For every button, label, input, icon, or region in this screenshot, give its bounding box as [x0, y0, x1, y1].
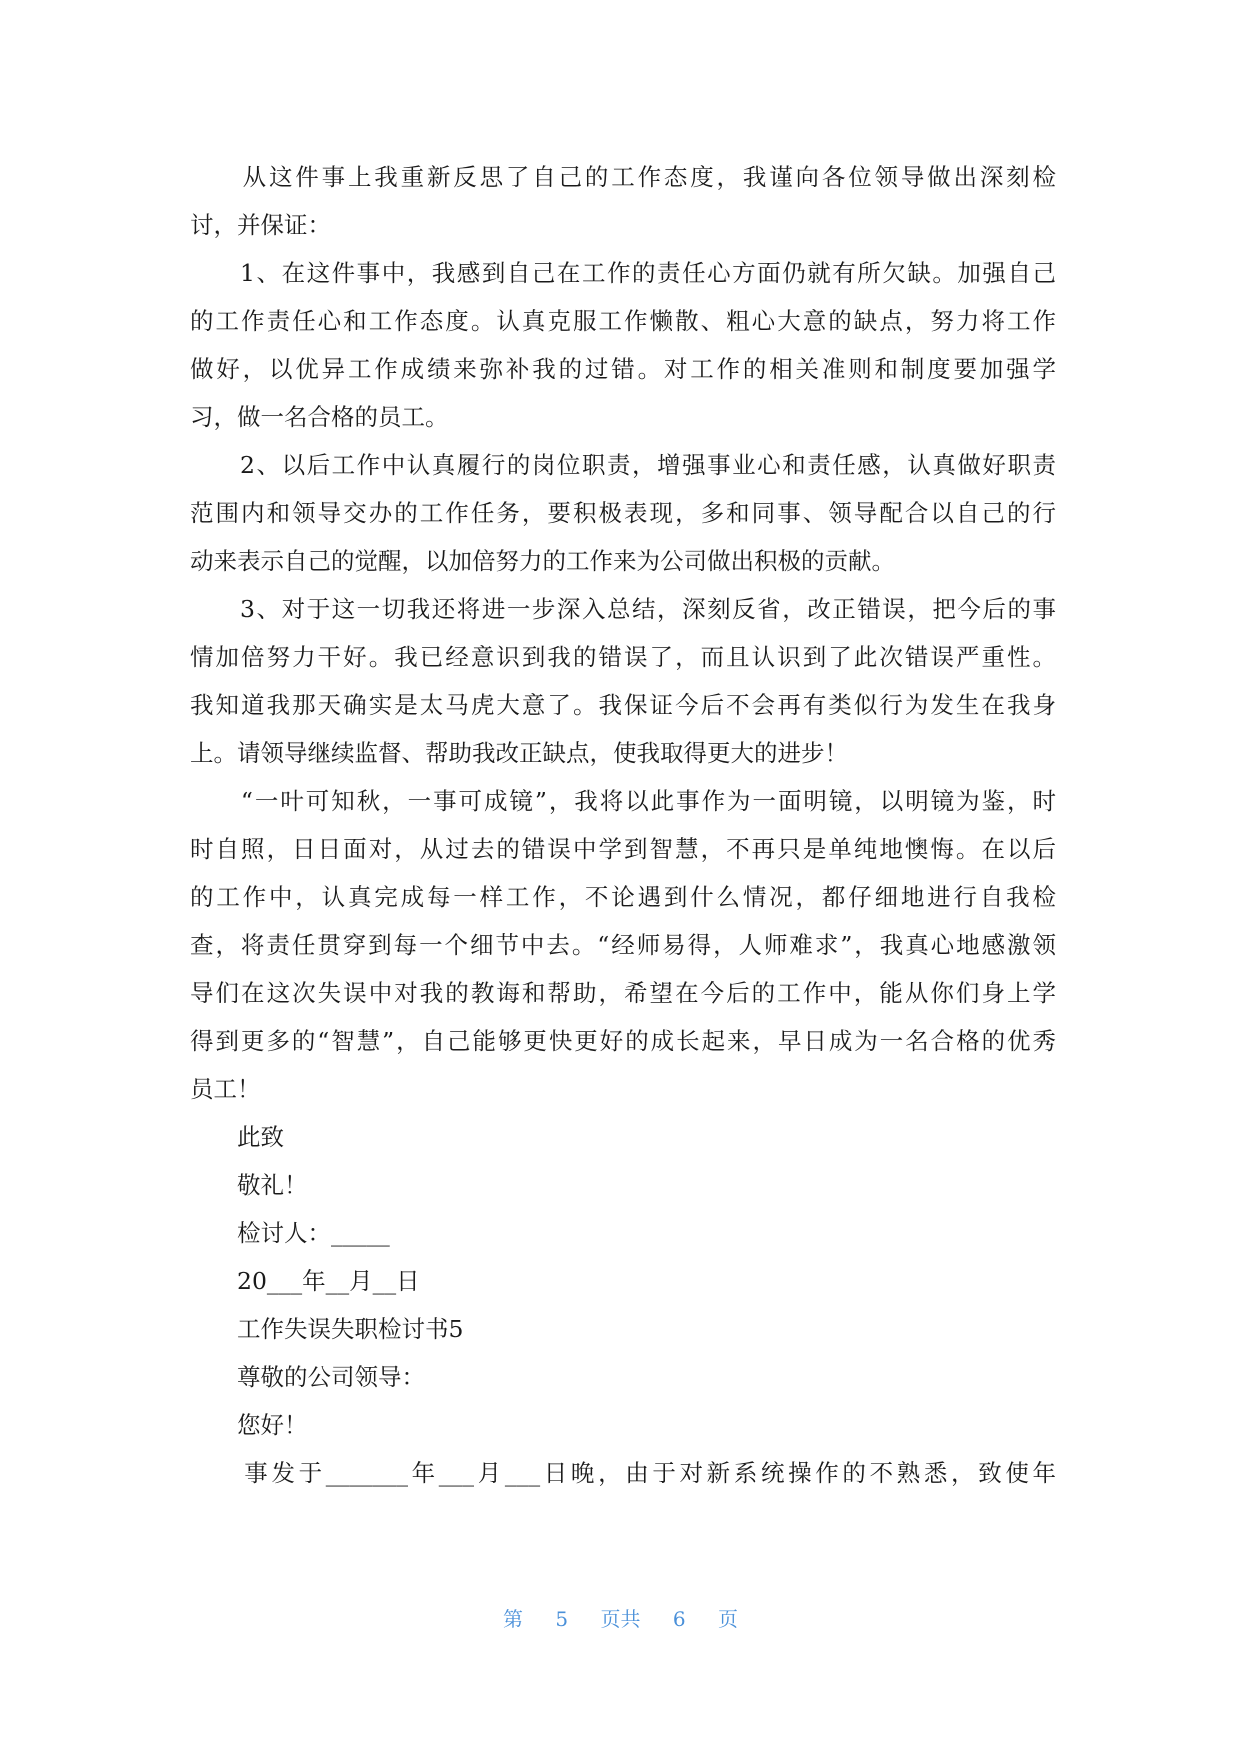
- document-body: [190, 153, 1056, 1497]
- text-line: 查，将责任贯穿到每一个细节中去。“经师易得，人师难求”，我真心地感激领: [190, 931, 1056, 959]
- text-line: 的工作中，认真完成每一样工作，不论遇到什么情况，都仔细地进行自我检: [190, 883, 1056, 911]
- text-line: 范围内和领导交办的工作任务，要积极表现，多和同事、领导配合以自己的行: [190, 499, 1056, 527]
- text-line: 检讨人：_____: [190, 1219, 390, 1247]
- text-line: 事发于_______年___月___日晚，由于对新系统操作的不熟悉，致使年: [190, 1459, 1056, 1487]
- text-line: 3、对于这一切我还将进一步深入总结，深刻反省，改正错误，把今后的事: [190, 595, 1056, 623]
- text-line: 做好，以优异工作成绩来弥补我的过错。对工作的相关准则和制度要加强学: [190, 355, 1056, 383]
- text-line: 20___年__月__日: [190, 1267, 420, 1295]
- text-line: 习，做一名合格的员工。: [190, 403, 449, 431]
- footer-middle: 页共: [600, 1607, 641, 1631]
- current-page-number: 5: [555, 1607, 569, 1631]
- text-line: 您好！: [190, 1411, 308, 1439]
- text-line: 动来表示自己的觉醒，以加倍努力的工作来为公司做出积极的贡献。: [190, 547, 895, 575]
- text-line: 讨，并保证：: [190, 211, 331, 239]
- text-line: 从这件事上我重新反思了自己的工作态度，我谨向各位领导做出深刻检: [190, 163, 1056, 191]
- text-line: 此致: [190, 1123, 284, 1151]
- text-line: 的工作责任心和工作态度。认真克服工作懒散、粗心大意的缺点，努力将工作: [190, 307, 1056, 335]
- text-line: 员工！: [190, 1075, 261, 1103]
- text-line: 1、在这件事中，我感到自己在工作的责任心方面仍就有所欠缺。加强自己: [190, 259, 1056, 287]
- text-line: 时自照，日日面对，从过去的错误中学到智慧，不再只是单纯地懊悔。在以后: [190, 835, 1056, 863]
- text-line: 情加倍努力干好。我已经意识到我的错误了，而且认识到了此次错误严重性。: [190, 643, 1056, 671]
- text-line: 敬礼！: [190, 1171, 308, 1199]
- text-line: 得到更多的“智慧”，自己能够更快更好的成长起来，早日成为一名合格的优秀: [190, 1027, 1056, 1055]
- text-line: 导们在这次失误中对我的教诲和帮助，希望在今后的工作中，能从你们身上学: [190, 979, 1056, 1007]
- text-line: 2、以后工作中认真履行的岗位职责，增强事业心和责任感，认真做好职责: [190, 451, 1056, 479]
- total-pages-number: 6: [672, 1607, 686, 1631]
- text-line: 我知道我那天确实是太马虎大意了。我保证今后不会再有类似行为发生在我身: [190, 691, 1056, 719]
- text-line: 上。请领导继续监督、帮助我改正缺点，使我取得更大的进步！: [190, 739, 848, 767]
- footer-prefix: 第: [503, 1607, 524, 1631]
- text-line: 尊敬的公司领导：: [190, 1363, 425, 1391]
- footer-suffix: 页: [717, 1607, 738, 1631]
- text-line: 工作失误失职检讨书5: [190, 1315, 464, 1343]
- text-line: “一叶可知秋，一事可成镜”，我将以此事作为一面明镜，以明镜为鉴，时: [190, 787, 1056, 815]
- page-footer: [0, 1603, 1241, 1632]
